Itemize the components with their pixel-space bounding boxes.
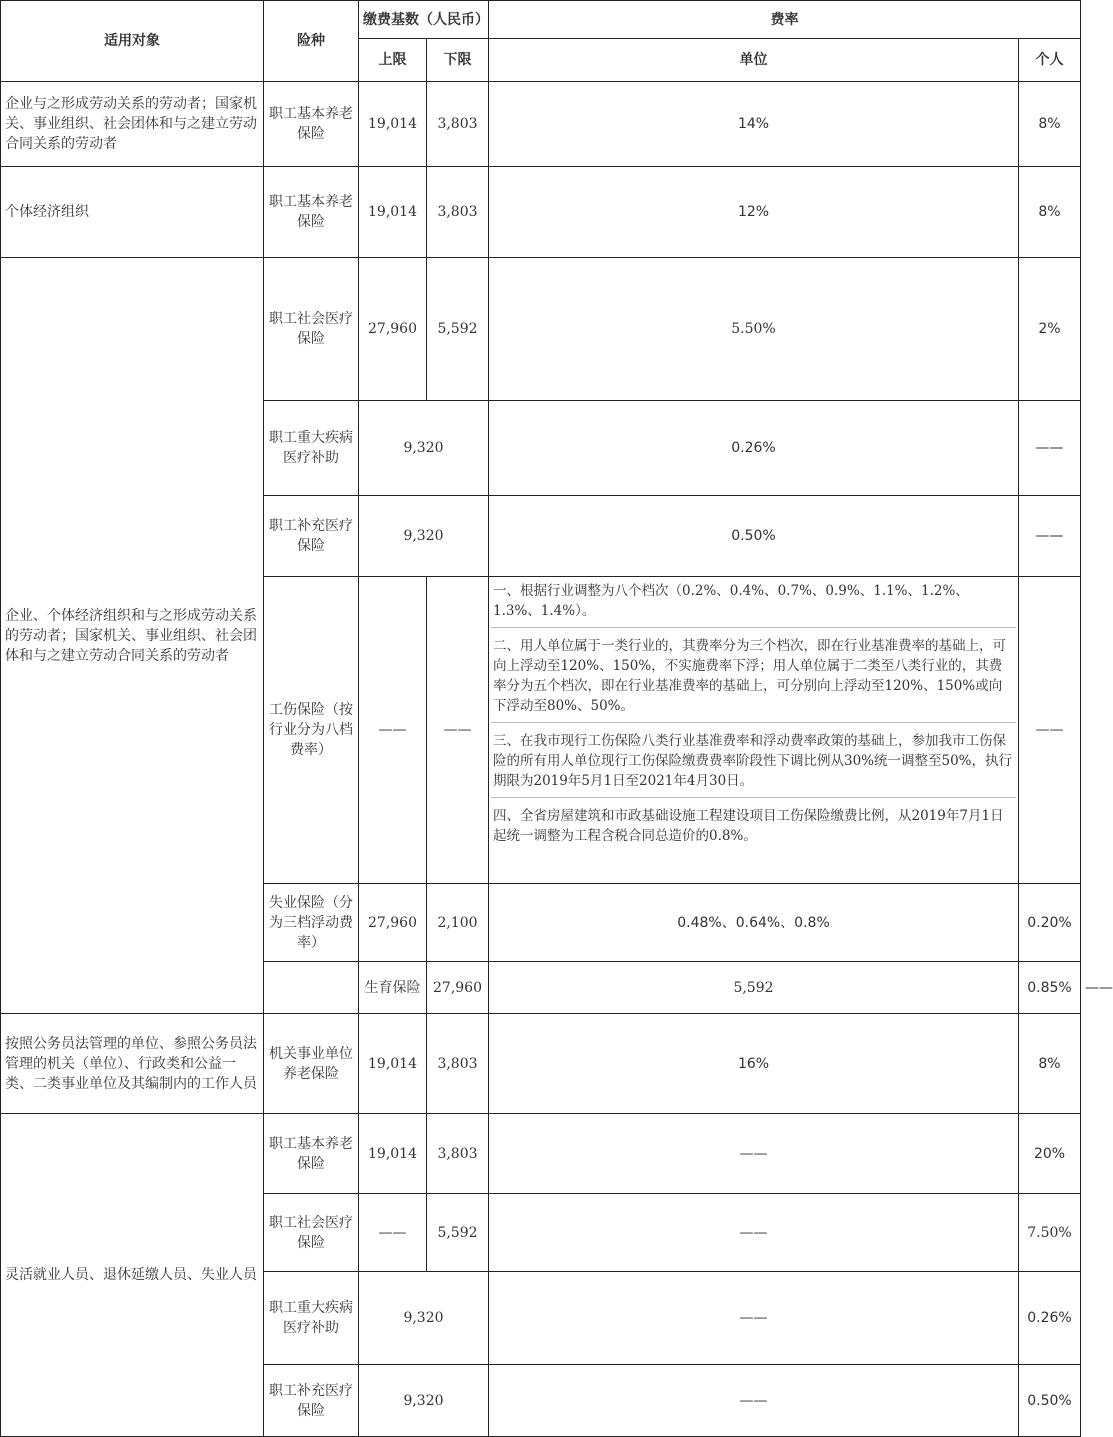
header-target: 适用对象 [1, 1, 264, 82]
target-cell: 企业、个体经济组织和与之形成劳动关系的劳动者；国家机关、事业组织、社会团体和与之建立劳动合同关系的劳动者 [1, 258, 264, 1014]
base-lower-cell: 5,592 [427, 258, 489, 401]
rate-unit-cell: 5.50% [489, 258, 1019, 401]
table-row: 生育保险 27,960 5,592 0.85% —— [1, 962, 1081, 1014]
base-upper-cell: 27,960 [359, 884, 427, 962]
injury-note: 二、用人单位属于一类行业的，其费率分为三个档次，即在行业基准费率的基础上，可向上浮动至120%、150%，不实施费率下浮；用人单位属于二类至八类行业的，其费率分为五个档次，即在行业基准费率的基础上，可分别向上浮动至120%、150%或向下浮动至80%、50%。 [491, 632, 1016, 723]
rate-person-cell: 0.26% [1019, 1272, 1081, 1365]
base-upper-cell: 27,960 [427, 962, 489, 1014]
base-upper-cell: —— [359, 1194, 427, 1272]
target-cell-blank [264, 962, 359, 1014]
target-cell: 个体经济组织 [1, 167, 264, 258]
injury-note: 三、在我市现行工伤保险八类行业基准费率和浮动费率政策的基础上，参加我市工伤保险的所有用人单位现行工伤保险缴费费率阶段性下调比例从30%统一调整至50%，执行期限为2019年5月1日至2021年4月30日。 [491, 727, 1016, 798]
rate-unit-cell: 0.50% [489, 496, 1019, 577]
insurance-cell: 职工重大疾病医疗补助 [264, 401, 359, 496]
insurance-cell: 工伤保险（按行业分为八档费率） [264, 577, 359, 884]
target-cell: 按照公务员法管理的单位、参照公务员法管理的机关（单位）、行政类和公益一类、二类事业单位及其编制内的工作人员 [1, 1014, 264, 1114]
rate-unit-cell: 16% [489, 1014, 1019, 1114]
insurance-cell: 职工基本养老保险 [264, 167, 359, 258]
base-lower-cell: 5,592 [427, 1194, 489, 1272]
base-upper-cell: 19,014 [359, 1114, 427, 1194]
injury-note: 四、全省房屋建筑和市政基础设施工程建设项目工伤保险缴费比例，从2019年7月1日起统一调整为工程含税合同总造价的0.8%。 [493, 808, 1004, 844]
header-base-lower: 下限 [427, 39, 489, 82]
base-cell: 9,320 [359, 496, 489, 577]
base-lower-cell: 3,803 [427, 167, 489, 258]
header-rate-person: 个人 [1019, 39, 1081, 82]
rate-person-cell: —— [1019, 401, 1081, 496]
rate-unit-cell: —— [489, 1194, 1019, 1272]
base-cell: 9,320 [359, 1365, 489, 1437]
insurance-cell: 职工社会医疗保险 [264, 1194, 359, 1272]
insurance-cell: 职工补充医疗保险 [264, 1365, 359, 1437]
base-lower-cell: 3,803 [427, 82, 489, 167]
insurance-cell: 职工基本养老保险 [264, 82, 359, 167]
table-row [1, 258, 1081, 401]
base-lower-cell: 3,803 [427, 1014, 489, 1114]
injury-notes-cell [489, 577, 1019, 884]
rate-person-cell: —— [1019, 577, 1081, 884]
rate-person-cell: 7.50% [1019, 1194, 1081, 1272]
rate-person-cell: 2% [1019, 258, 1081, 401]
base-upper-cell: 27,960 [359, 258, 427, 401]
base-lower-cell: 2,100 [427, 884, 489, 962]
table-row [1, 1114, 1081, 1194]
header-base: 缴费基数（人民币） [359, 1, 489, 39]
base-cell: 9,320 [359, 401, 489, 496]
rate-person-cell: 8% [1019, 82, 1081, 167]
rate-unit-cell: —— [489, 1114, 1019, 1194]
base-cell: 9,320 [359, 1272, 489, 1365]
rate-unit-cell: —— [489, 1365, 1019, 1437]
base-lower-cell: —— [427, 577, 489, 884]
header-rate-unit: 单位 [489, 39, 1019, 82]
base-lower-cell: 3,803 [427, 1114, 489, 1194]
rate-unit-cell: 0.85% [1019, 962, 1081, 1014]
injury-note: 一、根据行业调整为八个档次（0.2%、0.4%、0.7%、0.9%、1.1%、1.2%、1.3%、1.4%）。 [491, 577, 1016, 628]
base-upper-cell: 19,014 [359, 167, 427, 258]
insurance-cell: 职工补充医疗保险 [264, 496, 359, 577]
rate-person-cell: 20% [1019, 1114, 1081, 1194]
rate-unit-cell: —— [489, 1272, 1019, 1365]
rate-unit-cell: 14% [489, 82, 1019, 167]
insurance-cell: 机关事业单位养老保险 [264, 1014, 359, 1114]
table-row [1, 167, 1081, 258]
rate-person-cell: 8% [1019, 1014, 1081, 1114]
rate-person-cell: —— [1019, 496, 1081, 577]
header-rate: 费率 [489, 1, 1081, 39]
rate-person-cell: 8% [1019, 167, 1081, 258]
table-row [1, 82, 1081, 167]
insurance-cell: 失业保险（分为三档浮动费率） [264, 884, 359, 962]
header-base-upper: 上限 [359, 39, 427, 82]
rate-person-cell: 0.50% [1019, 1365, 1081, 1437]
insurance-cell: 生育保险 [359, 962, 427, 1014]
base-lower-cell: 5,592 [489, 962, 1019, 1014]
table-row [1, 1014, 1081, 1114]
rate-unit-cell: 0.26% [489, 401, 1019, 496]
rate-person-cell: 0.20% [1019, 884, 1081, 962]
target-cell: 灵活就业人员、退休延缴人员、失业人员 [1, 1114, 264, 1437]
insurance-cell: 职工基本养老保险 [264, 1114, 359, 1194]
insurance-cell: 职工社会医疗保险 [264, 258, 359, 401]
base-upper-cell: 19,014 [359, 1014, 427, 1114]
insurance-cell: 职工重大疾病医疗补助 [264, 1272, 359, 1365]
header-insurance: 险种 [264, 1, 359, 82]
base-upper-cell: —— [359, 577, 427, 884]
base-upper-cell: 19,014 [359, 82, 427, 167]
target-cell: 企业与之形成劳动关系的劳动者；国家机关、事业组织、社会团体和与之建立劳动合同关系的劳动者 [1, 82, 264, 167]
rate-unit-cell: 12% [489, 167, 1019, 258]
rate-unit-cell: 0.48%、0.64%、0.8% [489, 884, 1019, 962]
